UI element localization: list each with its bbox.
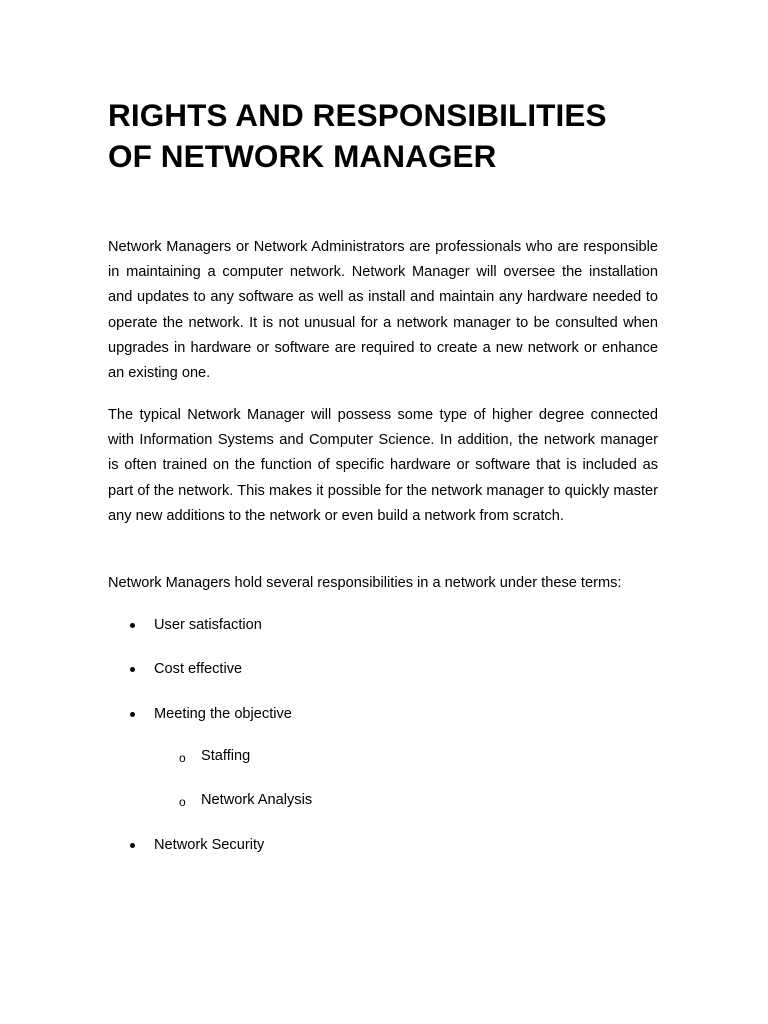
title-line-2: OF NETWORK MANAGER bbox=[108, 138, 497, 174]
bullet-icon bbox=[130, 843, 135, 848]
paragraph-responsibilities-lead: Network Managers hold several responsibilities in a network under these terms: bbox=[108, 575, 622, 591]
sub-bullet-icon: o bbox=[179, 795, 186, 809]
bullet-icon bbox=[130, 623, 135, 628]
sub-list-item-staffing: Staffing bbox=[201, 748, 251, 764]
list-item-network-security: Network Security bbox=[154, 837, 265, 853]
bullet-icon bbox=[130, 712, 135, 717]
paragraph-intro: Network Managers or Network Administrators are professionals who are responsible in maintaining a computer network. Network Manager will oversee the installation and updates to any software as well as install and maintain any hardware needed to operate the network. It is not unusual for a network manager to be consulted when upgrades in hardware or software are required to create a new network or enhance an existing one. bbox=[108, 239, 658, 382]
title-line-1: RIGHTS AND RESPONSIBILITIES bbox=[108, 97, 607, 133]
bullet-icon bbox=[130, 667, 135, 672]
sub-list-item-network-analysis: Network Analysis bbox=[201, 792, 313, 808]
list-item-meeting-objective: Meeting the objective bbox=[154, 706, 292, 722]
paragraph-qualifications: The typical Network Manager will possess some type of higher degree connected with Information Systems and Computer Science. In addition, the network manager is often trained on the function of specific hardware or software that is included as part of the network. This makes it possible for the network manager to quickly master any new additions to the network or even build a network from scratch. bbox=[108, 407, 658, 524]
sub-bullet-icon: o bbox=[179, 751, 186, 765]
list-item-cost-effective: Cost effective bbox=[154, 661, 243, 677]
list-item-user-satisfaction: User satisfaction bbox=[154, 617, 262, 633]
document-title bbox=[108, 95, 668, 177]
